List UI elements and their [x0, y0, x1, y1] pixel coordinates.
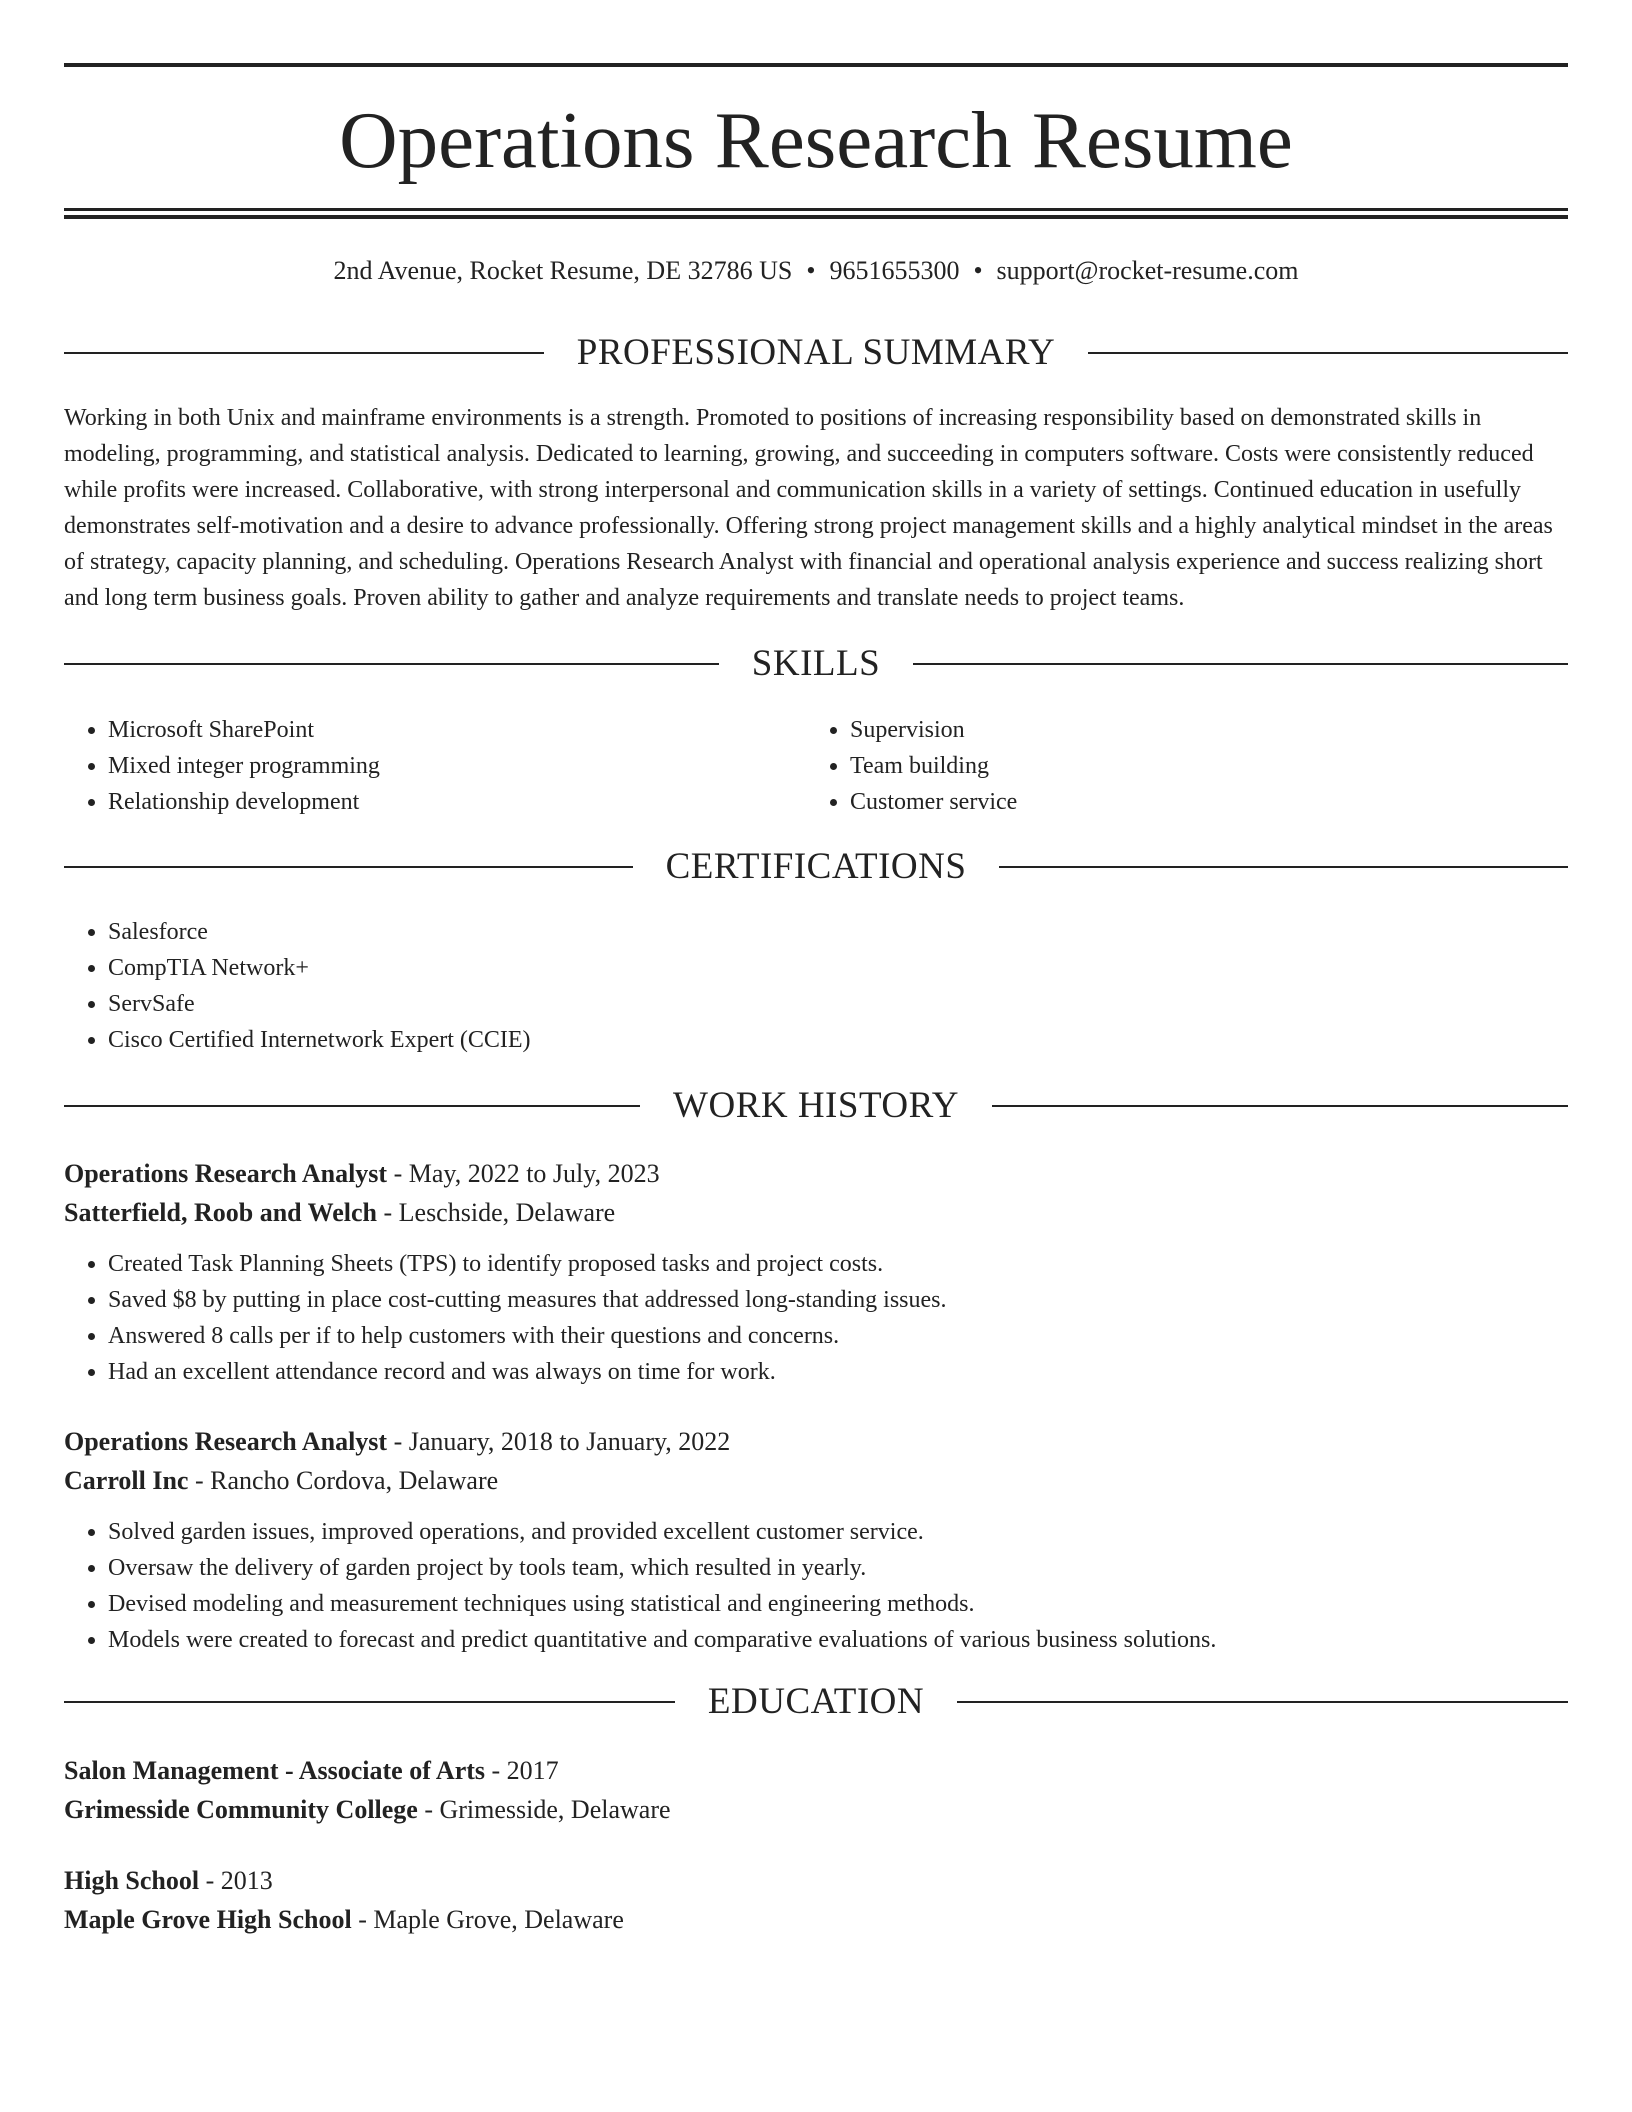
job-location: - Leschside, Delaware [376, 1198, 616, 1227]
job-duty: • Answered 8 calls per if to help customers with their questions and concerns. [108, 1318, 1568, 1354]
job-duties-list [64, 1246, 1568, 1390]
job-duty: • Had an excellent attendance record and was always on time for work. [108, 1354, 1568, 1390]
section-title: CERTIFICATIONS [665, 846, 967, 887]
section-heading-work-history [64, 1084, 1568, 1128]
job-duty: • Models were created to forecast and predict quantitative and comparative evaluations of various business solutions. [108, 1622, 1568, 1658]
section-title: SKILLS [751, 643, 881, 684]
job-dates: - January, 2018 to January, 2022 [387, 1427, 731, 1456]
certification-item: • Cisco Certified Internetwork Expert (CCIE) [108, 1022, 531, 1058]
job-title-line [64, 1422, 1568, 1461]
header-bottom-rule-2 [64, 215, 1568, 219]
skill-item: • Supervision [850, 712, 1017, 748]
contact-line [64, 253, 1568, 289]
skill-item: • Customer service [850, 784, 1017, 820]
heading-rule-left [64, 663, 719, 665]
education-school-line [64, 1790, 1568, 1829]
heading-rule-right [1088, 352, 1568, 354]
education-location: - Grimesside, Delaware [417, 1795, 671, 1824]
job-company-line [64, 1461, 1568, 1500]
section-heading-summary [64, 331, 1568, 375]
certification-item: • ServSafe [108, 986, 531, 1022]
section-heading-education [64, 1680, 1568, 1724]
heading-rule-left [64, 866, 633, 868]
section-heading-skills [64, 642, 1568, 686]
summary-paragraph: Working in both Unix and mainframe environments is a strength. Promoted to positions of increasing responsibility based on demonstrated skills in modeling, programming, and statistical analysis. Dedicated to learning, growing, and succeeding in computers software. Costs were consistently reduced while profits were increased. Collaborative, with strong interpersonal and communication skills in a variety of settings. Continued education in usefully demonstrates self-motivation and a desire to advance professionally. Offering strong project management skills and a highly analytical mindset in the areas of strategy, capacity planning, and scheduling. Operations Research Analyst with financial and operational analysis experience and success realizing short and long term business goals. Proven ability to gather and analyze requirements and translate needs to project teams. [64, 405, 1553, 611]
skills-list-right [806, 712, 1017, 820]
education-year: - 2013 [199, 1866, 273, 1895]
job-duties-list [64, 1514, 1568, 1658]
education-year: - 2017 [485, 1756, 559, 1785]
heading-rule-right [913, 663, 1568, 665]
job-company: Satterfield, Roob and Welch [64, 1198, 377, 1227]
section-title: EDUCATION [707, 1681, 925, 1722]
education-entry [64, 1751, 1568, 1829]
header-top-rule [64, 63, 1568, 67]
education-location: - Maple Grove, Delaware [351, 1905, 624, 1934]
contact-phone: 9651655300 [829, 256, 960, 285]
job-title: Operations Research Analyst [64, 1427, 388, 1456]
heading-rule-right [957, 1701, 1568, 1703]
certification-item: • Salesforce [108, 914, 531, 950]
job-duty: • Oversaw the delivery of garden project by tools team, which resulted in yearly. [108, 1550, 1568, 1586]
job-duty: • Devised modeling and measurement techniques using statistical and engineering methods. [108, 1586, 1568, 1622]
job-title-line [64, 1154, 1568, 1193]
contact-address: 2nd Avenue, Rocket Resume, DE 32786 US [333, 256, 793, 285]
skills-column-right [806, 712, 1017, 820]
contact-email: support@rocket-resume.com [996, 256, 1299, 285]
job-dates: - May, 2022 to July, 2023 [387, 1159, 660, 1188]
job-title: Operations Research Analyst [64, 1159, 388, 1188]
section-title: PROFESSIONAL SUMMARY [576, 332, 1056, 373]
header-bottom-rule-1 [64, 208, 1568, 211]
job-entry [64, 1154, 1568, 1390]
section-title: WORK HISTORY [673, 1085, 959, 1126]
skills-list-left [64, 712, 380, 820]
section-heading-certifications [64, 845, 1568, 889]
job-entry [64, 1422, 1568, 1658]
heading-rule-right [992, 1105, 1568, 1107]
resume-title: Operations Research Resume [339, 95, 1293, 185]
education-school: Maple Grove High School [64, 1905, 352, 1934]
job-location: - Rancho Cordova, Delaware [188, 1466, 499, 1495]
education-school: Grimesside Community College [64, 1795, 418, 1824]
certifications-list [64, 914, 531, 1058]
contact-separator: • [973, 256, 983, 285]
certifications-block [64, 914, 531, 1058]
education-degree: High School [64, 1866, 200, 1895]
heading-rule-left [64, 1701, 675, 1703]
skill-item: • Relationship development [108, 784, 380, 820]
job-company-line [64, 1193, 1568, 1232]
certification-item: • CompTIA Network+ [108, 950, 531, 986]
skill-item: • Mixed integer programming [108, 748, 380, 784]
heading-rule-left [64, 352, 544, 354]
education-school-line [64, 1900, 1568, 1939]
skill-item: • Team building [850, 748, 1017, 784]
education-degree-line [64, 1861, 1568, 1900]
heading-rule-right [999, 866, 1568, 868]
education-entry [64, 1861, 1568, 1939]
education-degree: Salon Management - Associate of Arts [64, 1756, 486, 1785]
education-degree-line [64, 1751, 1568, 1790]
job-company: Carroll Inc [64, 1466, 189, 1495]
skill-item: • Microsoft SharePoint [108, 712, 380, 748]
job-duty: • Created Task Planning Sheets (TPS) to identify proposed tasks and project costs. [108, 1246, 1568, 1282]
job-duty: • Saved $8 by putting in place cost-cutting measures that addressed long-standing issues. [108, 1282, 1568, 1318]
skills-column-left [64, 712, 380, 820]
heading-rule-left [64, 1105, 640, 1107]
contact-separator: • [806, 256, 816, 285]
job-duty: • Solved garden issues, improved operations, and provided excellent customer service. [108, 1514, 1568, 1550]
